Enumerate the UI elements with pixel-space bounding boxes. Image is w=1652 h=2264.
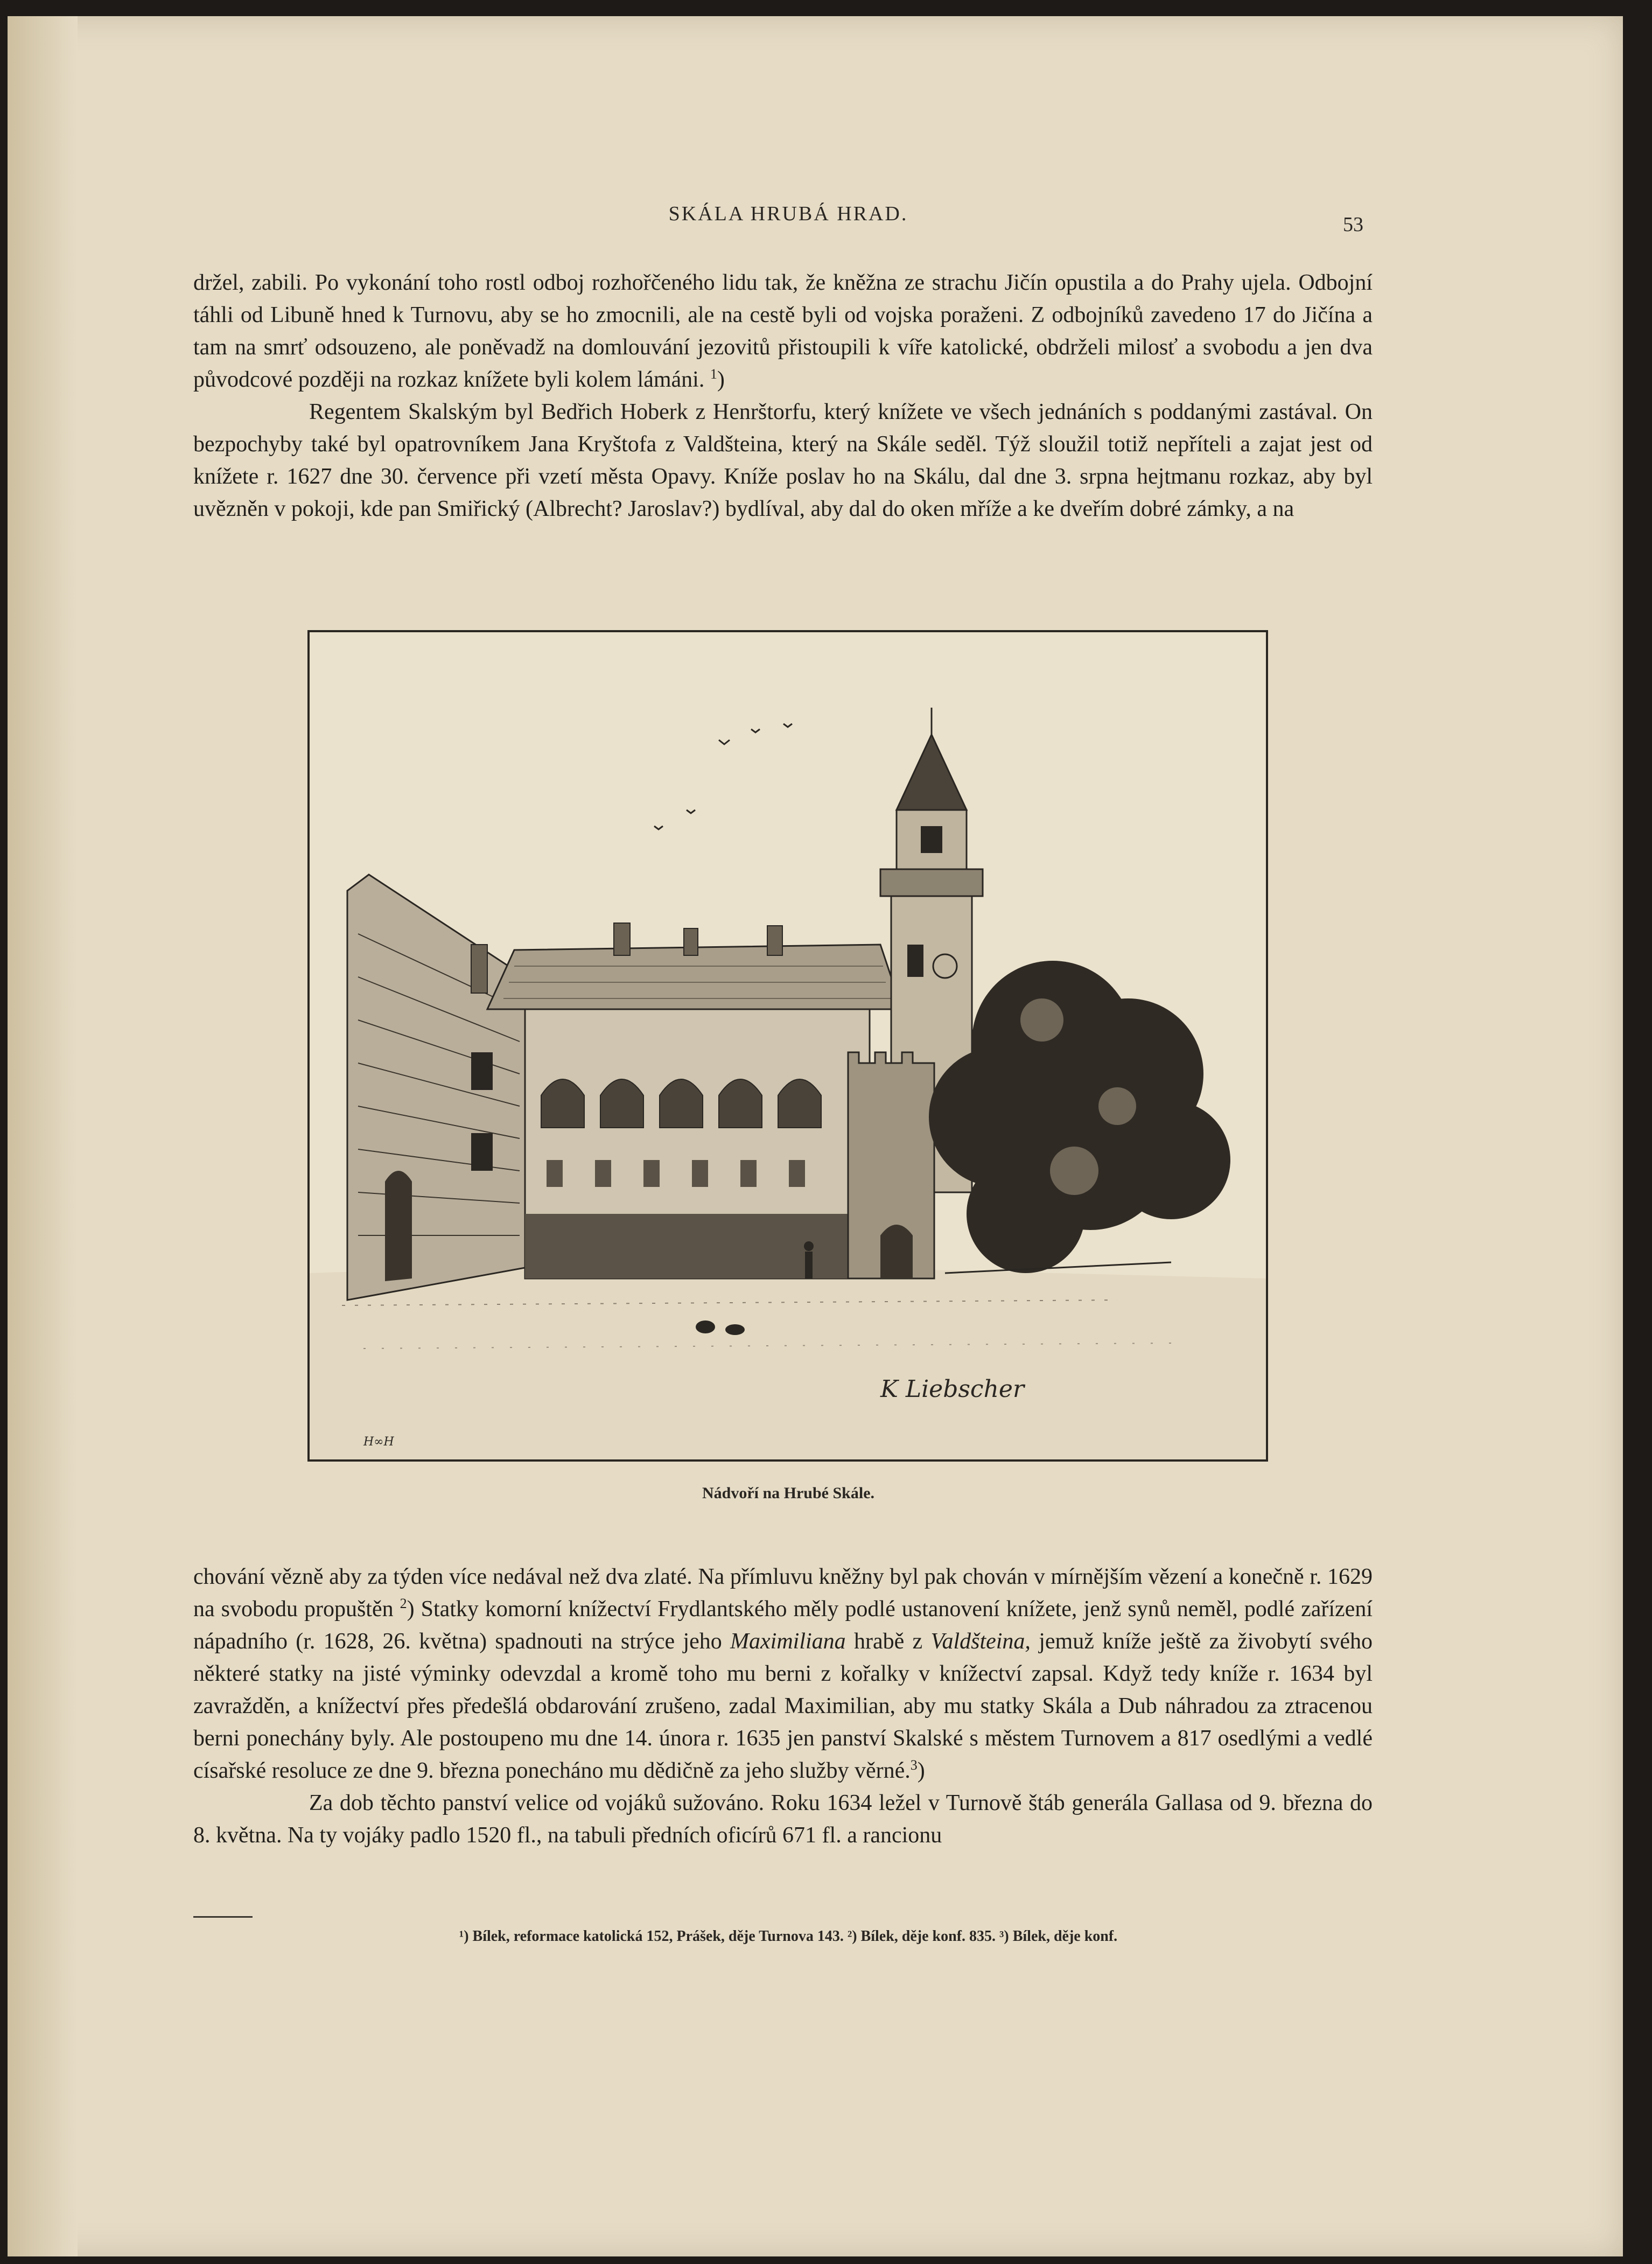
body-text-top [193,267,1373,525]
page-header [8,202,1623,234]
paragraph: držel, zabili. Po vykonání toho rostl odboj rozhořčeného lidu tak, že kněžna ze strachu Jičín opustila a do Prahy ujela. Odbojní táhli od Libuně hned k Turnovu, aby se ho zmocnili, ale na cestě byli od vojska poraženi. Z odbojníků zavedeno 17 do Jičína a tam na smrť odsouzeno, ale poněvadž na domlouvání jezovitů přistoupili k víře katolické, obdrželi milosť a svobodu a jen dva původcové později na rozkaz knížete byli kolem lámáni. $^1$) [193,270,1373,392]
body-text-bottom [193,1561,1373,1851]
footnote-ref: 2 [400,1596,407,1611]
artist-signature: K Liebscher [880,1375,1024,1403]
person-name: Valdšteina, [930,1629,1031,1654]
engraver-mark: H∞H [363,1435,394,1449]
paragraph: Za dob těchto panství velice od vojáků sužováno. Roku 1634 ležel v Turnově štáb generála Gallasa od 9. března do 8. května. Na ty vojáky padlo 1520 fl., na tabuli předních oficírů 671 fl. a rancionu [193,1791,1373,1848]
footnote-ref: 1 [710,366,717,382]
footnote-rule [193,1916,253,1918]
page-spine-shadow [8,16,78,2256]
paragraph: Regentem Skalským byl Bedřich Hoberk z Henrštorfu, který knížete ve všech jednáních s poddanými zastával. On bezpochyby také byl opatrovníkem Jana Kryštofa z Valdšteina, který na Skále seděl. Týž sloužil totiž nepříteli a zajat jest od knížete r. 1627 dne 30. července při vzetí města Opavy. Kníže poslav ho na Skálu, dal dne 3. srpna hejtmanu rozkaz, aby byl uvězněn v pokoji, kde pan Smiřický (Albrecht? Jaroslav?) bydlíval, aby dal do oken mříže a ke dveřím dobré zámky, a na [193,400,1373,521]
page-number: 53 [1343,213,1363,236]
figure-caption: Nádvoří na Hrubé Skále. [702,1484,875,1502]
paragraph-text: Statky komorní knížectví Frydlantského měly podlé ustanovení knížete, jenž synů neměl, podlé zařízení nápadního (r. 1628, 26. května) spadnouti na strýce jeho [193,1597,1373,1654]
footnote-ref: 3 [910,1757,918,1773]
person-name: Maximiliana [730,1629,846,1654]
paragraph: chování vězně aby za týden více nedával než dva zlaté. Na přímluvu kněžny byl pak chován v mírnějším vězení a konečně r. 1629 na svobodu propuštěn $^2$) Statky komorní knížectví Frydlantského měly podlé ustanovení knížete, jenž synů neměl, podlé zařízení nápadního (r. 1628, 26. května) spadnouti na strýce jeho Maximiliana hrabě z Valdšteina, jemuž kníže ještě za živobytí svého některé statky na jisté výminky odevzdal a kromě toho mu berni z kořalky v knížectví zapsal. Když tedy kníže r. 1634 byl zavražděn, a knížectví přes předešlá obdarování zrušeno, zadal Maximilian, aby mu statky Skála a Dub náhradou za ztracenou berni ponechány byly. Ale postoupeno mu dne 14. února r. 1635 jen panství Skalské s městem Turnovem a 817 osedlými a vedlé císařské resoluce ze dne 9. března ponecháno mu dědičně za jeho služby věrné.$^3$) [193,1564,1373,1783]
courtyard-engraving [307,630,1268,1462]
book-page [8,16,1623,2256]
paragraph-text: jemuž kníže ještě za živobytí svého některé statky na jisté výminky odevzdal a kromě toho mu berni z kořalky v knížectví zapsal. Když tedy kníže r. 1634 byl zavražděn, a knížectví přes předešlá obdarování zrušeno, zadal Maximilian, aby mu statky Skála a Dub náhradou za ztracenou berni ponechány byly. Ale postoupeno mu dne 14. února r. 1635 jen panství Skalské s městem Turnovem a 817 osedlými a vedlé císařské resoluce ze dne 9. března ponecháno mu dědičně za jeho služby věrné. [193,1629,1373,1783]
paragraph-text: držel, zabili. Po vykonání toho rostl odboj rozhořčeného lidu tak, že kněžna ze strachu Jičín opustila a do Prahy ujela. Odbojní táhli od Libuně hned k Turnovu, aby se ho zmocnili, ale na cestě byli od vojska poraženi. Z odbojníků zavedeno 17 do Jičína a tam na smrť odsouzeno, ale poněvadž na domlouvání jezovitů přistoupili k víře katolické, obdrželi milosť a svobodu a jen dva původcové později na rozkaz knížete byli kolem lámáni. [193,270,1373,392]
paragraph-text: chování vězně aby za týden více nedával než dva zlaté. Na přímluvu kněžny byl pak chován v mírnějším vězení a konečně r. 1629 na svobodu propuštěn [193,1564,1373,1622]
engraving-illustration [310,632,1266,1459]
footnotes: ¹) Bílek, reformace katolická 152, Prášek, děje Turnova 143. ²) Bílek, děje konf. 835. ³) Bílek, děje konf. [459,1928,1118,1945]
paragraph-text: hrabě z [853,1629,923,1654]
running-title: SKÁLA HRUBÁ HRAD. [668,202,908,225]
